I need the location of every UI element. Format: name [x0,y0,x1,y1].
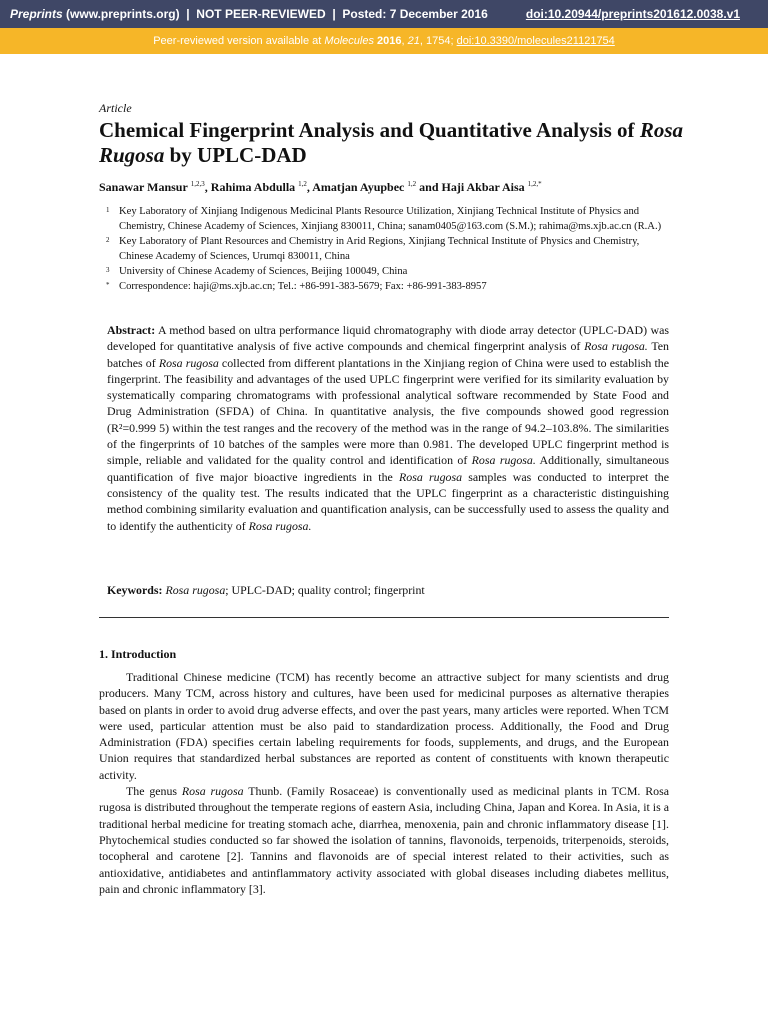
section-divider [99,617,669,618]
section-title: 1. Introduction [99,647,177,661]
title-species: Rosa Rugosa [99,118,683,167]
notice-page: 1754; [426,35,454,47]
article-type: Article [99,101,132,115]
notice-volume: 21 [407,35,420,47]
author-name: Rahima Abdulla [210,180,296,194]
affiliation-item [106,234,666,264]
abstract-text: samples was conducted to interpret the consistency of the quality test. The results indicated that the UPLC fingerprint as a characteristic distinguishing method combining similarity evaluation and quantification analysis, can be successfully used to assess the quality and to identify the authenticity of [107,469,670,533]
peer-review-notice: Peer-reviewed version available at Molecules 2016, 21, 1754; doi:10.3390/molecules21121754 [0,28,768,54]
affiliation-mark: * [106,281,110,289]
article-title [99,118,699,168]
species-name: Rosa rugosa [158,355,219,370]
banner-separator: | [186,7,190,21]
affiliation-text: University of Chinese Academy of Sciences, Beijing 100049, China [119,266,408,277]
author-sep: , [306,180,310,194]
species-name: Rosa rugosa. [584,339,648,354]
affiliations [106,204,666,294]
species-name: Rosa rugosa [399,469,463,484]
notice-year: 2016 [377,35,402,47]
affiliation-mark: 3 [106,266,110,274]
author-name: Amatjan Ayupbec [312,180,405,194]
author-list [99,180,542,195]
notice-journal: Molecules [324,35,374,47]
title-part1: Chemical Fingerprint Analysis and Quantitative Analysis of [99,118,635,142]
introduction-body [99,669,669,897]
author-affil: 1,2,3 [190,180,205,188]
abstract-text: collected from different plantations in the Xinjiang region of China were used to establish the fingerprint. The feasibility and advantages of the used UPLC fingerprint were verified for its similarity evaluation by systematically comparing chromatograms with professional analytical software recommended by State Food and Drug Administration (SFDA) of China. In quantitative analysis, the five compounds showed good regression (R²=0.999 5) within the test ranges and the recovery of the method was in the range of 94.2–103.8%. The similarities of the fingerprints of 10 batches of the samples were more than 0.981. The developed UPLC fingerprint method is simple, reliable and validated for the quality control and identification of [107,355,669,468]
posted-date: Posted: 7 December 2016 [342,7,488,21]
keywords [107,583,669,598]
author-name: Haji Akbar Aisa [441,180,525,194]
abstract-label: Abstract: [107,323,156,337]
author-affil: 1,2,* [527,180,542,188]
species-name: Rosa rugosa. [248,518,312,533]
notice-prefix: Peer-reviewed version available at [153,35,322,47]
affiliation-mark: 1 [106,206,110,214]
author-sep: , [204,180,208,194]
author-name: Sanawar Mansur [99,180,188,194]
affiliation-item [106,264,666,279]
affiliation-text: Key Laboratory of Plant Resources and Chemistry in Arid Regions, Xinjiang Technical Institute of Physics and Chemistry, Chinese Academy of Sciences, Urumqi 830011, China [119,236,640,262]
review-status: NOT PEER-REVIEWED [196,7,326,21]
preprint-banner [0,0,768,28]
keywords-label: Keywords: [107,583,163,597]
preprints-url[interactable]: (www.preprints.org) [66,7,180,21]
notice-doi-link[interactable]: doi:10.3390/molecules21121754 [456,35,615,47]
paragraph-text: The genus [126,784,178,799]
paragraph [99,783,669,897]
title-part2: by UPLC-DAD [169,143,307,167]
abstract-text: Additionally, simultaneous quantification of five major bioactive ingredients in the [107,453,669,484]
affiliation-text: Key Laboratory of Xinjiang Indigenous Medicinal Plants Resource Utilization, Xinjiang Technical Institute of Physics and Chemistry, Chinese Academy of Sciences, Xinjiang 830011, China; sanam0405@163.com (S.M.); rahima@ms.xjb.ac.cn (R.A.) [119,206,662,232]
abstract-text: Ten batches of [107,339,669,370]
species-name: Rosa rugosa [165,583,226,597]
banner-separator: | [332,7,336,21]
abstract-text: A method based on ultra performance liquid chromatography with diode array detector (UPLC-DAD) was developed for quantitative analysis of five active compounds and chemical fingerprint analysis of [107,323,669,354]
affiliation-mark: 2 [106,236,110,244]
species-name: Rosa rugosa [181,784,244,799]
author-affil: 1,2 [407,180,417,188]
preprint-doi-link[interactable]: doi:10.20944/preprints201612.0038.v1 [525,7,740,21]
preprints-brand[interactable]: Preprints [10,7,63,21]
paragraph-text: Thunb. (Family Rosaceae) is conventionally used as medicinal plants in TCM. Rosa rugosa is distributed throughout the temperate regions of eastern Asia, including China, Japan and Korea. In Asia, it is a traditional herbal medicine for treating stomach ache, diarrhea, menoxenia, pain and chronic inflammatory disease [1]. Phytochemical studies conducted so far showed the isolation of tannins, flavonoids, terpenoids, triterpenoids, steroids, tocopheral and carotene [2]. Tannins and flavonoids are of special interest related to their activities, such as antioxidative, antidiabetes and antinflammatory activity associated with global diseases including diabetes mellitus, pain and chronic inflammatory [3]. [99,784,669,896]
abstract [107,322,669,534]
species-name: Rosa rugosa. [471,453,536,468]
affiliation-item [106,279,666,294]
banner-left [10,7,488,21]
paragraph: Traditional Chinese medicine (TCM) has recently become an attractive subject for many scientists and drug producers. Many TCM, across history and cultures, have been used for medicinal purposes as alternative therapies based on plants in order to avoid drug adverse effects, and over the past years, many articles were reported. When TCM were used, particular attention must be also paid to standardization process. Additionally, the Food and Drug Administration (FDA) specifies certain labeling requirements for foods, supplements, and drugs, and the European Union requires that standardized herbal substances are reported as content of constituents with known therapeutic activity. [99,670,669,782]
affiliation-item [106,204,666,234]
affiliation-text: Correspondence: haji@ms.xjb.ac.cn; Tel.: +86-991-383-5679; Fax: +86-991-383-8957 [119,281,487,292]
author-affil: 1,2 [298,180,307,188]
keywords-text: ; UPLC-DAD; quality control; fingerprint [225,583,425,597]
author-and: and [419,180,439,194]
